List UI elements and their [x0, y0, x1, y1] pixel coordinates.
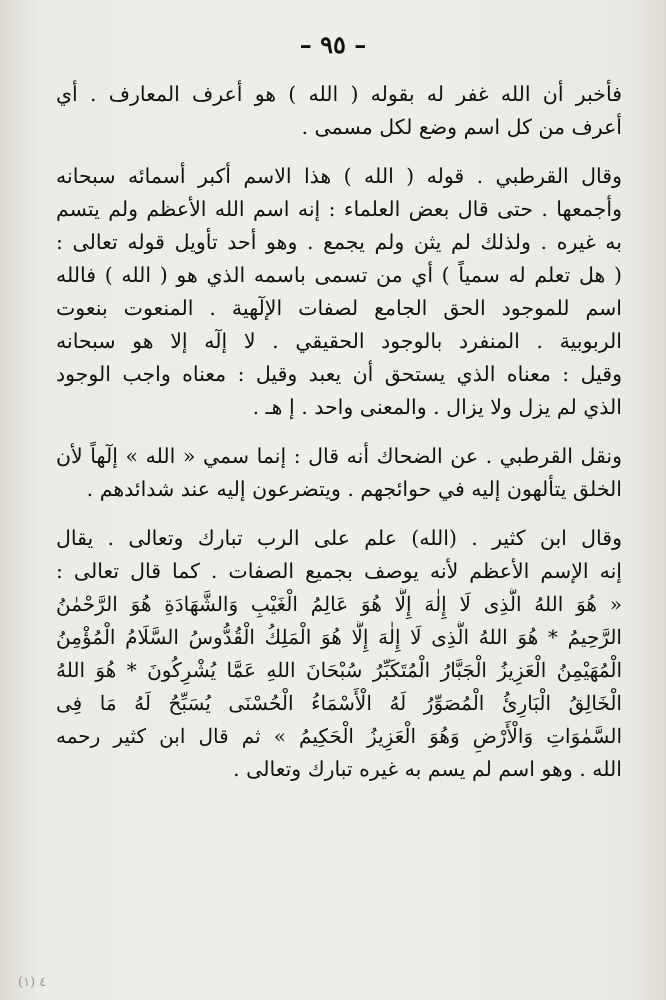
text-line: إنه الإسم الأعظم لأنه يوصف بجميع الصفات . كما قال تعالى : [56, 559, 622, 583]
faint-footer-mark: ٤ (١) [18, 975, 47, 990]
text-line: وقيل : معناه الذي يستحق أن يعبد وقيل : معناه واجب الوجود [56, 362, 622, 386]
text-line: الربوبية . المنفرد بالوجود الحقيقي . لا إلٓه إلا هو سبحانه [56, 329, 622, 353]
text-line: أعرف من كل اسم وضع لكل مسمى . [301, 115, 622, 139]
paragraph-4 [56, 522, 622, 786]
quran-verse-line: الرَّحِيمُ * هُوَ اللهُ الَّذِى لَا إِلٰهَ إِلَّا هُوَ الْمَلِكُ الْقُدُّوسُ السَّلَامُ الْمُؤْمِنُ [56, 625, 622, 649]
quran-verse-line: الْمُهَيْمِنُ الْعَزِيزُ الْجَبَّارُ الْمُتَكَبِّرُ سُبْحَانَ اللهِ عَمَّا يُشْرِكُونَ * هُوَ اللهُ [56, 658, 622, 682]
text-line: به غيره . ولذلك لم يثن ولم يجمع . وهو أحد تأويل قوله تعالى : [56, 230, 622, 254]
text-line: ونقل القرطبي . عن الضحاك أنه قال : إنما سمي « الله » إلٓهاً لأن [56, 444, 622, 468]
page-number: – ٩٥ – [299, 30, 367, 59]
text-line: وأجمعها . حتى قال بعض العلماء : إنه اسم الله الأعظم ولم يتسم [56, 197, 622, 221]
text-line: الخلق يتألهون إليه في حوائجهم . ويتضرعون إليه عند شدائدهم . [86, 477, 622, 501]
text-line: فأخبر أن الله غفر له بقوله ( الله ) هو أعرف المعارف . أي [56, 82, 622, 106]
quran-verse-line: « هُوَ اللهُ الَّذِى لَا إِلٰهَ إِلَّا هُوَ عَالِمُ الْغَيْبِ وَالشَّهَادَةِ هُوَ الرَّحْمٰنُ [56, 592, 622, 616]
text-line: وقال القرطبي . قوله ( الله ) هذا الاسم أكبر أسمائه سبحانه [56, 164, 622, 188]
paragraph-2 [56, 160, 622, 424]
text-line: ( هل تعلم له سمياً ) أي من تسمى باسمه الذي هو ( الله ) فالله [56, 263, 622, 287]
text-line: وقال ابن كثير . (الله) علم على الرب تبارك وتعالى . يقال [56, 526, 622, 550]
text-line: اسم للموجود الحق الجامع لصفات الإلٓهية . المنعوت بنعوت [56, 296, 622, 320]
paragraph-1 [56, 78, 622, 144]
quran-verse-line: السَّمٰوَاتِ وَالْأَرْضِ وَهُوَ الْعَزِيزُ الْحَكِيمُ » ثم قال ابن كثير رحمه [56, 724, 622, 748]
quran-verse-line: الْخَالِقُ الْبَارِئُ الْمُصَوِّرُ لَهُ الْأَسْمَاءُ الْحُسْنَى يُسَبِّحُ لَهُ مَا فِى [56, 691, 622, 715]
text-line: الذي لم يزل ولا يزال . والمعنى واحد . إ هـ . [252, 395, 622, 419]
text-line: الله . وهو اسم لم يسم به غيره تبارك وتعالى . [233, 757, 622, 781]
paragraph-3 [56, 440, 622, 506]
body-text [56, 78, 622, 802]
